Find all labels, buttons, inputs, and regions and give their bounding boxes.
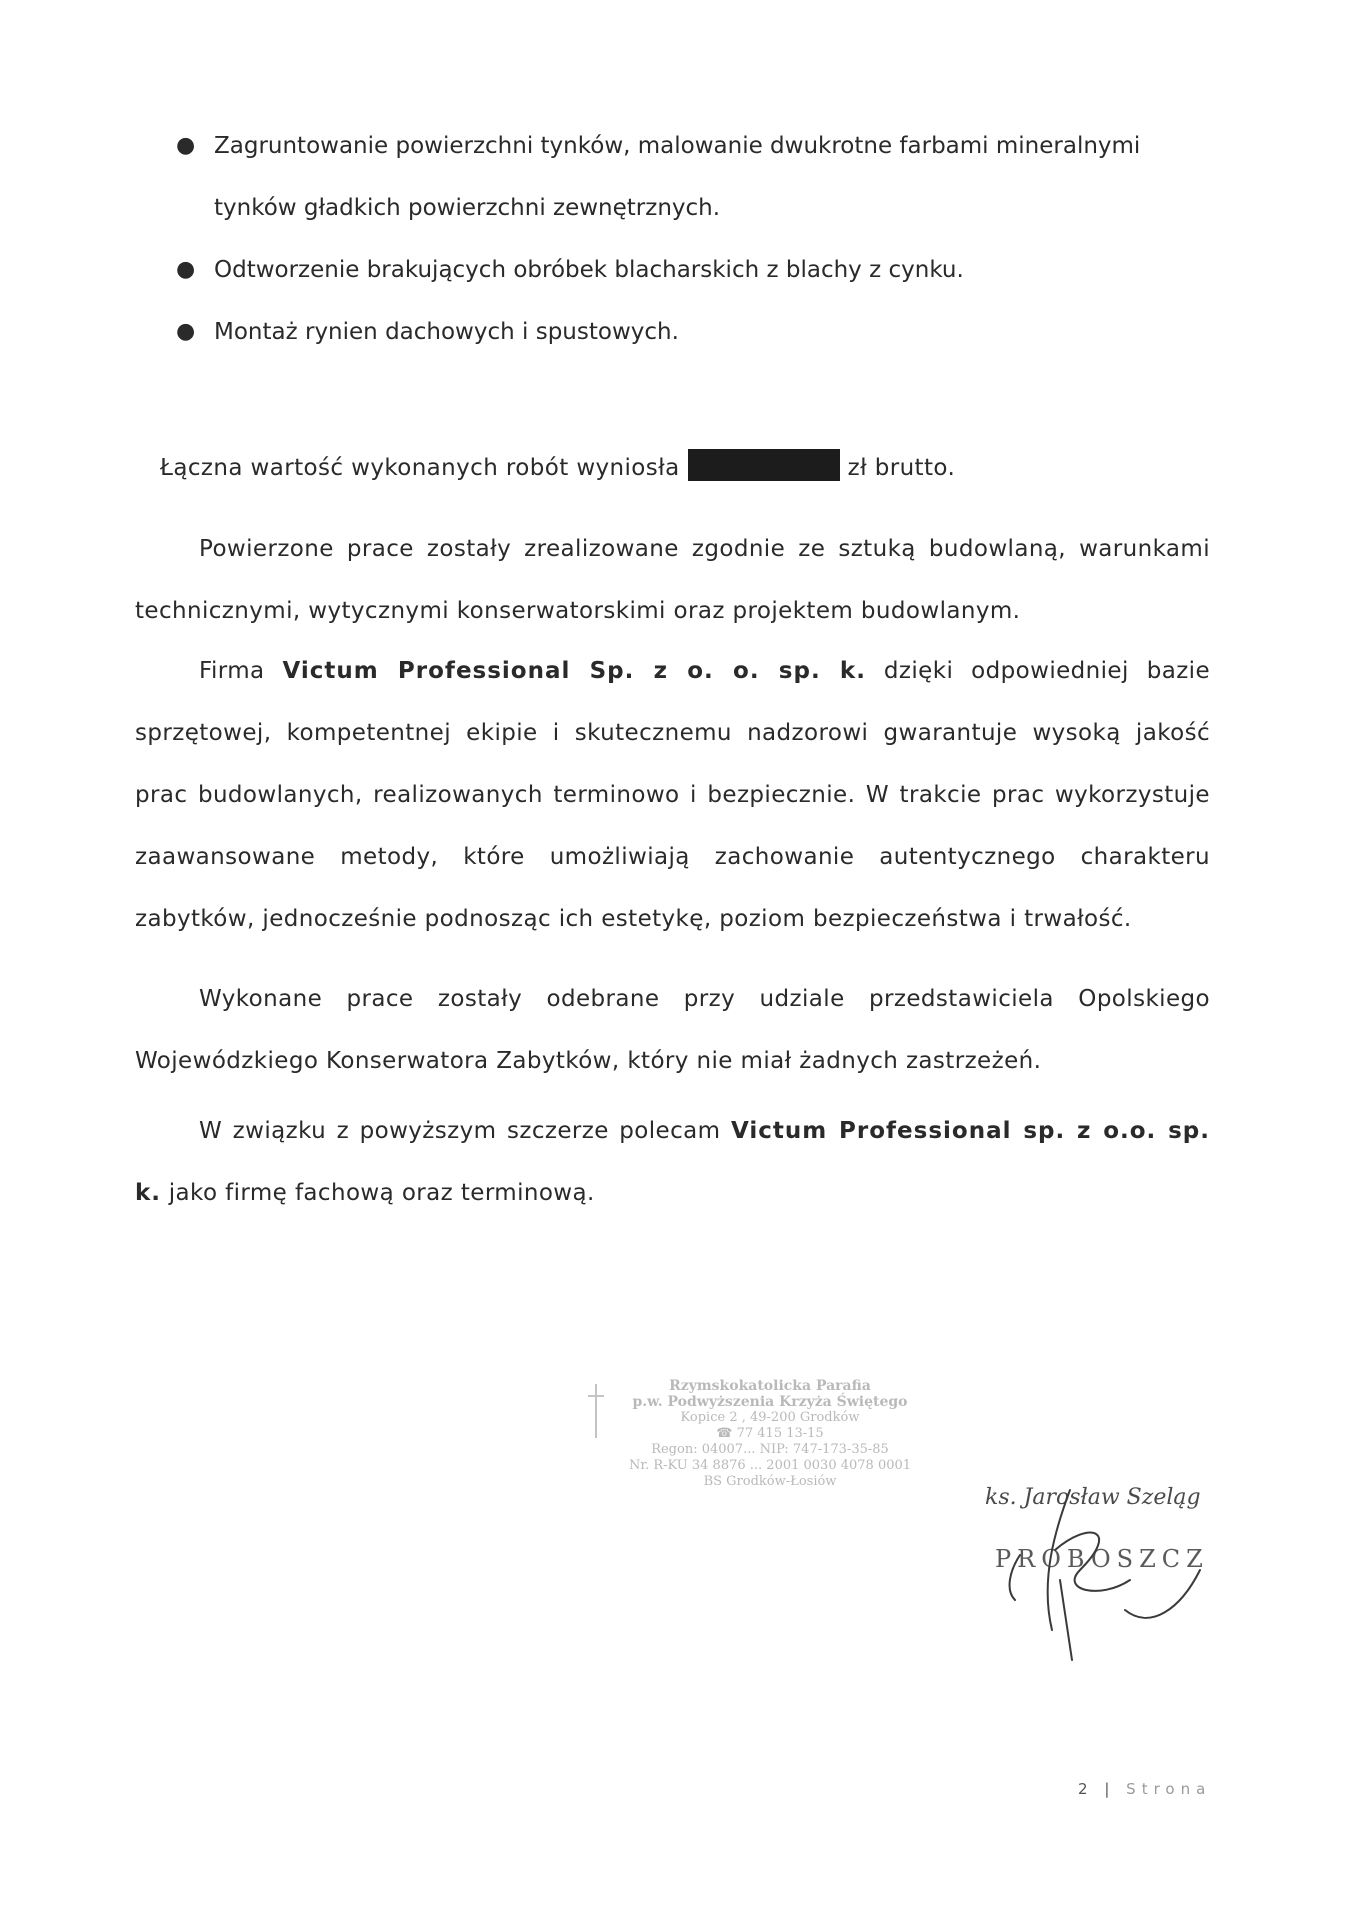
company-name: Victum Professional sp. z o.o. sp. k. (135, 1118, 1211, 1206)
paragraph-acceptance: Wykonane prace zostały odebrane przy udziale przedstawiciela Opolskiego Wojewódzkiego Konserwatora Zabytków, który nie miał żadnych zastrzeżeń. (135, 986, 1210, 1074)
page-number: 2 | Strona (1078, 1780, 1212, 1798)
handwritten-signature (960, 1460, 1220, 1680)
total-value-line: Łączna wartość wykonanych robót wyniosła zł brutto. (160, 437, 1210, 499)
bullet-icon: ● (176, 257, 196, 282)
list-item: ● Odtworzenie brakujących obróbek blacharskich z blachy z cynku. (170, 239, 1210, 301)
paragraph-company: Firma Victum Professional Sp. z o. o. sp. k. dzięki odpowiedniej bazie sprzętowej, kompetentnej ekipie i skutecznemu nadzorowi gwarantuje wysoką jakość prac budowlanych, realizowanych terminowo i bezpiecznie. W trakcie prac wykorzystuje zaawansowane metody, które umożliwiają zachowanie autentycznego charakteru zabytków, jednocześnie podnosząc ich estetykę, poziom bezpieczeństwa i trwałość. (135, 658, 1211, 932)
signatory-title: PROBOSZCZ (995, 1545, 1209, 1573)
bullet-icon: ● (176, 319, 196, 344)
list-item: ● Zagruntowanie powierzchni tynków, malowanie dwukrotne farbami mineralnymi tynków gładkich powierzchni zewnętrznych. (170, 115, 1210, 239)
paragraph-compliance: Powierzone prace zostały zrealizowane zgodnie ze sztuką budowlaną, warunkami technicznymi, wytycznymi konserwatorskimi oraz projektem budowlanym. (135, 536, 1210, 624)
parish-stamp: Rzymskokatolicka Parafia p.w. Podwyższenia Krzyża Świętego Kopice 2 , 49-200 Grodków ☎ 77 415 13-15 Regon: 04007... NIP: 747-173-35-85 Nr. R-KU 34 8876 ... 2001 0030 4078 0001 BS Grodków-Łosiów (628, 1378, 912, 1489)
work-list (170, 115, 1210, 363)
redacted-amount (688, 449, 840, 481)
bullet-icon: ● (176, 133, 196, 158)
company-name: Victum Professional Sp. z o. o. sp. k. (282, 658, 866, 684)
paragraph-recommendation: W związku z powyższym szczerze polecam Victum Professional sp. z o.o. sp. k. jako firmę fachową oraz terminową. (135, 1118, 1211, 1206)
list-item: ● Montaż rynien dachowych i spustowych. (170, 301, 1210, 363)
signatory-name: ks. Jarosław Szeląg (985, 1485, 1201, 1510)
